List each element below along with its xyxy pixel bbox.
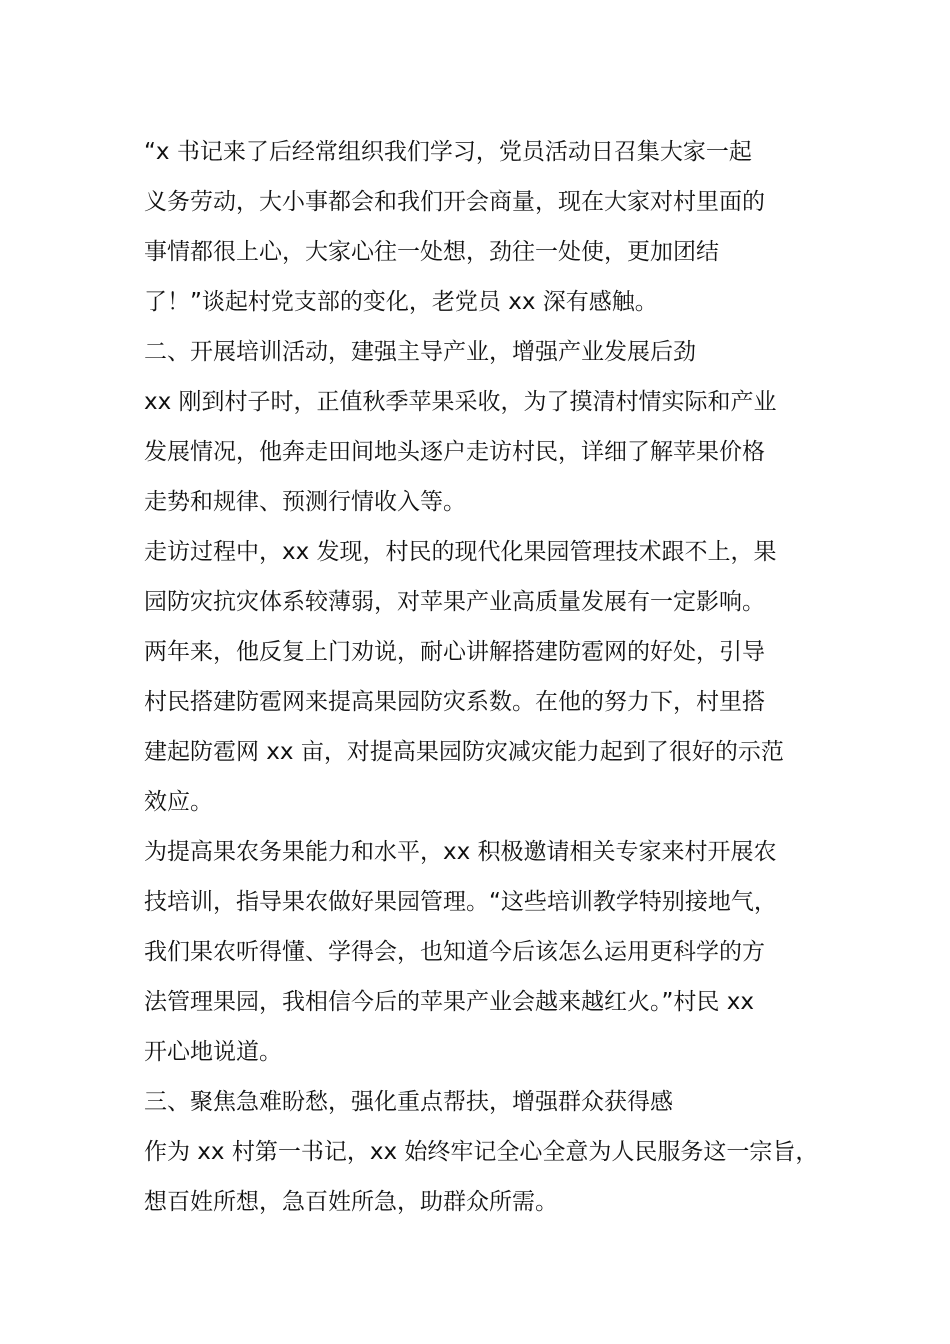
text-line-9: 走访过程中，xx 发现，村民的现代化果园管理技术跟不上，果 bbox=[144, 539, 777, 565]
text-line-2: 义务劳动，大小事都会和我们开会商量，现在大家对村里面的 bbox=[144, 189, 765, 215]
text-line-15: 为提高果农务果能力和水平，xx 积极邀请相关专家来村开展农 bbox=[144, 839, 777, 865]
text-line-1: “x 书记来了后经常组织我们学习，党员活动日召集大家一起 bbox=[144, 139, 752, 165]
text-line-3: 事情都很上心，大家心往一处想，劲往一处使，更加团结 bbox=[144, 239, 719, 265]
text-line-10: 园防灾抗灾体系较薄弱，对苹果产业高质量发展有一定影响。 bbox=[144, 589, 765, 615]
text-line-12: 村民搭建防雹网来提高果园防灾系数。在他的努力下，村里搭 bbox=[144, 689, 765, 715]
text-line-11: 两年来，他反复上门劝说，耐心讲解搭建防雹网的好处，引导 bbox=[144, 639, 765, 665]
text-line-13: 建起防雹网 xx 亩，对提高果园防灾减灾能力起到了很好的示范 bbox=[144, 739, 784, 765]
section-heading-3: 三、聚焦急难盼愁，强化重点帮扶，增强群众获得感 bbox=[144, 1089, 673, 1115]
text-line-18: 法管理果园，我相信今后的苹果产业会越来越红火。”村民 xx bbox=[144, 989, 754, 1015]
text-line-4: 了！”谈起村党支部的变化，老党员 xx 深有感触。 bbox=[144, 289, 658, 315]
text-line-14: 效应。 bbox=[144, 789, 213, 815]
text-line-19: 开心地说道。 bbox=[144, 1039, 282, 1065]
text-line-7: 发展情况，他奔走田间地头逐户走访村民，详细了解苹果价格 bbox=[144, 439, 765, 465]
section-heading-2: 二、开展培训活动，建强主导产业，增强产业发展后劲 bbox=[144, 339, 696, 365]
document-body bbox=[144, 127, 834, 1227]
text-line-17: 我们果农听得懂、学得会，也知道今后该怎么运用更科学的方 bbox=[144, 939, 765, 965]
text-line-8: 走势和规律、预测行情收入等。 bbox=[144, 489, 466, 515]
text-line-16: 技培训，指导果农做好果园管理。“这些培训教学特别接地气， bbox=[144, 889, 777, 915]
text-line-21: 作为 xx 村第一书记，xx 始终牢记全心全意为人民服务这一宗旨， bbox=[144, 1139, 819, 1165]
text-line-6: xx 刚到村子时，正值秋季苹果采收，为了摸清村情实际和产业 bbox=[144, 389, 777, 415]
text-line-22: 想百姓所想，急百姓所急，助群众所需。 bbox=[144, 1189, 558, 1215]
